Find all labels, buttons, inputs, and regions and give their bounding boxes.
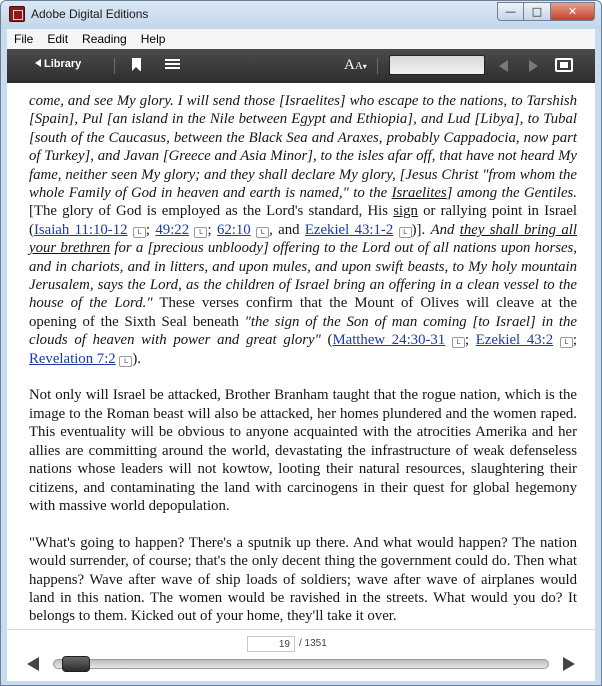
reference-icon[interactable]: L <box>399 227 412 238</box>
body-text: These verses confirm that the Mount of Olives will cleave at the opening of the Sixth Seal beneath <box>29 295 578 330</box>
bookmark-icon[interactable] <box>132 58 141 71</box>
scripture-link[interactable]: Matthew 24:30-31 <box>332 332 446 349</box>
font-size-icon[interactable]: AA▾ <box>344 57 367 73</box>
underlined-text: Israelites <box>391 185 447 202</box>
reading-pane[interactable] <box>7 83 595 629</box>
paragraph: "What's going to happen? There's a sputnik up there. And what would happen? The nation would surrender, of course; that's the only decent thing the government could do. Then what happens? Wave after wave of ship loads of soldiers; wave after wave of airplanes would land in this nation. The women would be ravished in the streets. What would you do? It belongs to them. Kicked out of your home, they'll take it over. <box>29 534 577 625</box>
window-controls <box>497 2 595 21</box>
reference-icon[interactable]: L <box>256 227 269 238</box>
back-arrow-icon <box>35 59 41 67</box>
body-text: ( <box>320 332 333 349</box>
menu-bar <box>7 29 595 49</box>
title-bar[interactable] <box>1 1 601 29</box>
body-text: ; <box>464 332 476 349</box>
body-text: or rallying point in Israel ( <box>29 203 578 238</box>
body-text: ; <box>145 221 156 238</box>
body-text: , and <box>269 221 305 238</box>
body-text: ; <box>207 221 217 238</box>
font-size-large-glyph: A <box>344 57 355 73</box>
scripture-link[interactable]: 62:10 <box>216 221 251 238</box>
adobe-app-icon <box>9 6 25 22</box>
scripture-link[interactable]: Ezekiel 43:1-2 <box>304 221 394 238</box>
search-input[interactable] <box>389 55 485 75</box>
paragraph <box>29 92 577 368</box>
scripture-link[interactable]: Isaiah 11:10-12 <box>33 221 128 238</box>
font-size-small-glyph: A <box>354 60 363 72</box>
menu-reading[interactable]: Reading <box>82 32 127 46</box>
menu-file[interactable]: File <box>14 32 34 46</box>
window-title: Adobe Digital Editions <box>31 7 149 21</box>
menu-edit[interactable]: Edit <box>47 32 69 46</box>
reference-icon[interactable]: L <box>194 227 207 238</box>
toolbar-divider <box>377 58 378 74</box>
total-pages: / 1351 <box>299 638 327 649</box>
reference-icon[interactable]: L <box>133 227 146 238</box>
italic-text: "the sign of the Son of man coming [to Israel] in the clouds of heaven with power and great glory" <box>29 313 577 349</box>
slider-thumb[interactable] <box>62 656 90 672</box>
close-button[interactable]: ✕ <box>551 2 595 21</box>
body-text: ; <box>572 332 577 349</box>
reader-toolbar <box>7 49 595 83</box>
italic-text: And <box>430 221 460 238</box>
scripture-link[interactable]: Ezekiel 43:2 <box>475 332 554 349</box>
fullscreen-icon[interactable] <box>555 58 573 72</box>
body-text: [The glory of God is employed as the Lord's standard, His <box>29 203 394 220</box>
italic-text: come, and see My glory. I will send those [Israelites] who escape to the nations, to Tarshish [Spain], Pul [an island in the Nile between Egypt and Ethiopia], and Lud [Libya], to Tubal [south of the Caucasus, between the Black Sea and Araxes, probably Cappadocia, now part of Turkey], and Javan [Greece and Asia Minor], to the isles afar off, that have not heard My fame, neither seen My glory; and they shall declare My glory, [Jesus Christ "from whom the whole Family of God in heaven and earth is named," to the <box>29 93 577 202</box>
toolbar-divider <box>114 58 115 74</box>
underlined-text: they shall bring all your brethren <box>29 221 577 257</box>
body-text: )]. <box>411 221 431 238</box>
italic-text: for a [precious unbloody] offering to the Lord out of all nations upon horses, and in chariots, and in litters, and upon mules, and upon swift beasts, to My holy mountain Jerusalem, says the Lord, as the children of Israel bring an offering in a clean vessel to the house of the Lord." <box>29 240 578 312</box>
library-label: Library <box>44 58 82 70</box>
previous-page-icon[interactable] <box>27 657 39 671</box>
body-text: ). <box>132 350 142 367</box>
page-navigation-bar <box>7 629 595 681</box>
reference-icon[interactable]: L <box>119 356 132 367</box>
underlined-text: sign <box>393 203 418 220</box>
table-of-contents-icon[interactable] <box>165 59 180 71</box>
page-text <box>29 92 577 629</box>
scripture-link[interactable]: Revelation 7:2 <box>29 350 116 367</box>
scripture-link[interactable]: 49:22 <box>155 221 190 238</box>
menu-help[interactable]: Help <box>140 32 166 46</box>
search-next-icon[interactable] <box>529 60 538 72</box>
search-previous-icon[interactable] <box>499 60 508 72</box>
library-button[interactable] <box>35 58 81 70</box>
italic-text: ] among the Gentiles. <box>446 185 577 202</box>
reference-icon[interactable]: L <box>452 337 465 348</box>
page-slider[interactable] <box>53 659 549 669</box>
paragraph: Not only will Israel be attacked, Brother Branham taught that the rogue nation, which is the image to the Roman beast will also be attacked, her homes plundered and the women raped. This eventuality will be obvious to anyone acquainted with the atrocities Amerika and her allies are committing around the world, devastating the infrastructure of weak defenseless nations whose leaders will not kowtow, looting their natural resources, slaughtering their citizens, and contaminating the land with carcinogens in their quest for global hegemony with massive world depopulation. <box>29 387 577 514</box>
reference-icon[interactable]: L <box>560 337 573 348</box>
page-number-input[interactable] <box>247 636 295 652</box>
maximize-button[interactable]: □ <box>524 2 551 21</box>
minimize-button[interactable]: — <box>497 2 524 21</box>
next-page-icon[interactable] <box>563 657 575 671</box>
